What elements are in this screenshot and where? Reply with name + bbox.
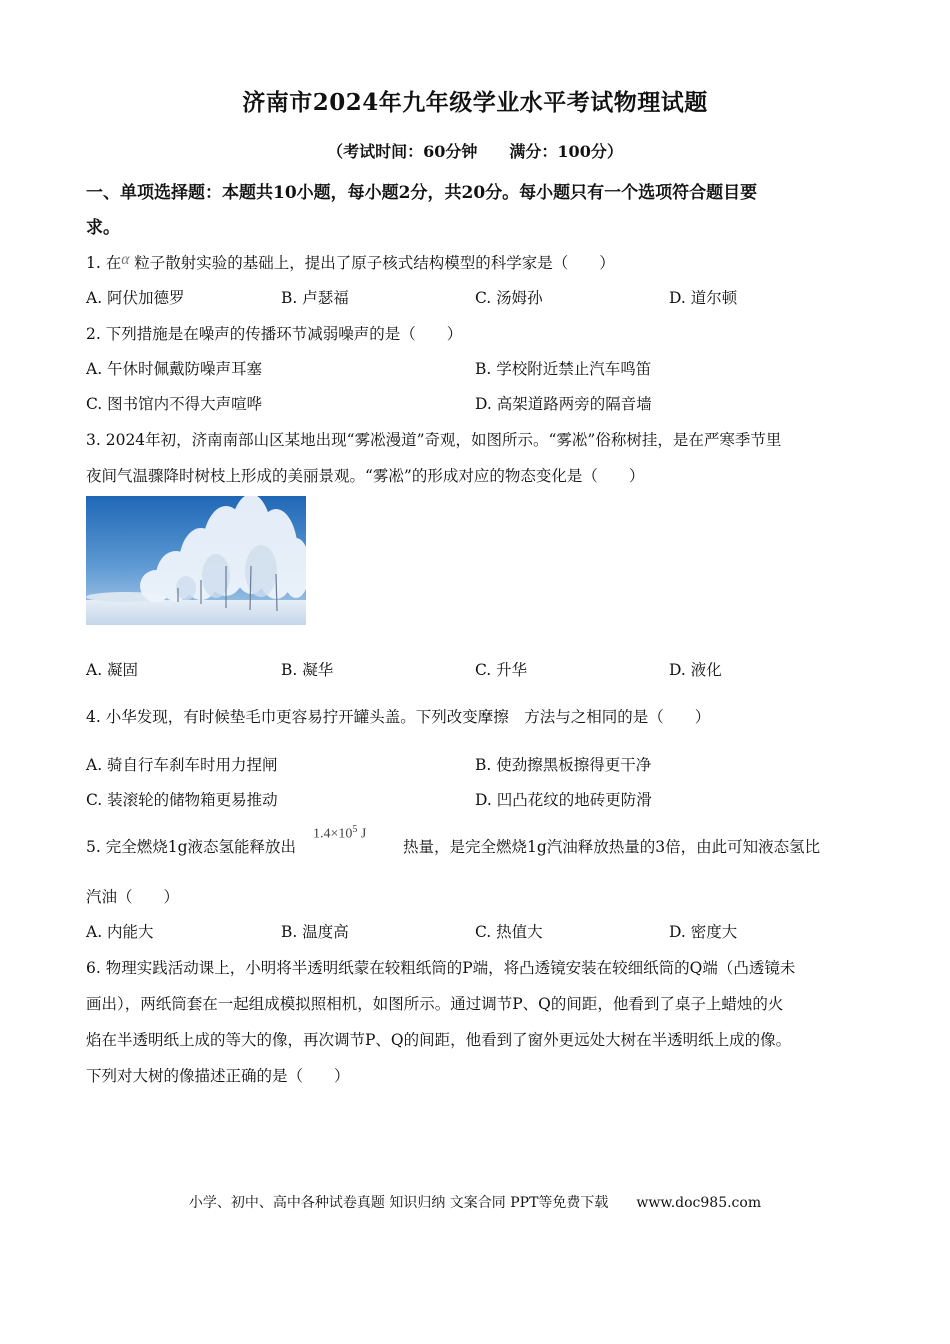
question-5-stem-b: 热量，是完全燃烧1g汽油释放热量的3倍，由此可知液态氢比 <box>403 838 821 856</box>
q1-option-b: B. 卢瑟福 <box>281 289 349 307</box>
question-1-stem-a: 1. 在 <box>86 254 122 272</box>
q1-option-a: A. 阿伏加德罗 <box>86 289 185 307</box>
alpha-symbol: α <box>121 251 130 268</box>
section-heading-cont: 求。 <box>86 218 120 238</box>
q3-option-a: A. 凝固 <box>86 661 139 679</box>
q2-option-d: D. 高架道路两旁的隔音墙 <box>475 395 652 413</box>
energy-formula-exponent: 5 <box>352 824 358 835</box>
q4-option-d: D. 凹凸花纹的地砖更防滑 <box>475 791 652 809</box>
q5-option-b: B. 温度高 <box>281 923 349 941</box>
q5-option-d: D. 密度大 <box>669 923 738 941</box>
q3-option-b: B. 凝华 <box>281 661 334 679</box>
question-3-stem-line1: 3. 2024年初，济南南部山区某地出现“雾凇漫道”奇观，如图所示。“雾凇”俗称树挂，是在严寒季节里 <box>86 431 782 449</box>
q4-option-a: A. 骑自行车刹车时用力捏闸 <box>86 756 278 774</box>
q3-option-d: D. 液化 <box>669 661 722 679</box>
exam-subtitle: （考试时间：60分钟 满分：100分） <box>327 142 623 161</box>
q2-option-b: B. 学校附近禁止汽车鸣笛 <box>475 360 652 378</box>
q1-option-d: D. 道尔顿 <box>669 289 738 307</box>
question-6-line2: 画出），两纸筒套在一起组成模拟照相机，如图所示。通过调节P、Q的间距，他看到了桌子上蜡烛的火 <box>86 995 784 1013</box>
question-5-stem-line2: 汽油（ ） <box>86 888 180 906</box>
q5-option-c: C. 热值大 <box>475 923 543 941</box>
q5-option-a: A. 内能大 <box>86 923 154 941</box>
question-6-line3: 焰在半透明纸上成的等大的像，再次调节P、Q的间距，他看到了窗外更远处大树在半透明纸上成的像。 <box>86 1031 792 1049</box>
page-footer: 小学、初中、高中各种试卷真题 知识归纳 文案合同 PPT等免费下载 www.doc985.com <box>188 1195 762 1211</box>
energy-formula <box>313 824 366 843</box>
question-6-line4: 下列对大树的像描述正确的是（ ） <box>86 1067 350 1085</box>
exam-title: 济南市2024年九年级学业水平考试物理试题 <box>242 89 708 116</box>
q2-option-a: A. 午休时佩戴防噪声耳塞 <box>86 360 263 378</box>
q4-option-b: B. 使劲擦黑板擦得更干净 <box>475 756 652 774</box>
question-1-stem-b: 粒子散射实验的基础上，提出了原子核式结构模型的科学家是（ ） <box>134 254 615 272</box>
question-4-stem: 4. 小华发现，有时候垫毛巾更容易拧开罐头盖。下列改变摩擦 方法与之相同的是（ ） <box>86 708 711 726</box>
question-3-stem-line2: 夜间气温骤降时树枝上形成的美丽景观。“雾凇”的形成对应的物态变化是（ ） <box>86 467 645 485</box>
rime-frost-photo <box>86 496 306 625</box>
question-2-stem: 2. 下列措施是在噪声的传播环节减弱噪声的是（ ） <box>86 325 463 343</box>
section-heading: 一、单项选择题：本题共10小题，每小题2分，共20分。每小题只有一个选项符合题目要 <box>86 183 758 203</box>
energy-formula-base: 1.4×10 <box>313 826 353 842</box>
q1-option-c: C. 汤姆孙 <box>475 289 543 307</box>
q4-option-c: C. 装滚轮的储物箱更易推动 <box>86 791 278 809</box>
question-5-stem-a: 5. 完全燃烧1g液态氢能释放出 <box>86 838 297 856</box>
q3-option-c: C. 升华 <box>475 661 528 679</box>
q2-option-c: C. 图书馆内不得大声喧哗 <box>86 395 263 413</box>
question-6-line1: 6. 物理实践活动课上，小明将半透明纸蒙在较粗纸筒的P端，将凸透镜安装在较细纸筒的Q端（凸透镜未 <box>86 959 796 977</box>
energy-formula-unit: J <box>360 826 367 842</box>
question-1-stem <box>86 251 615 273</box>
